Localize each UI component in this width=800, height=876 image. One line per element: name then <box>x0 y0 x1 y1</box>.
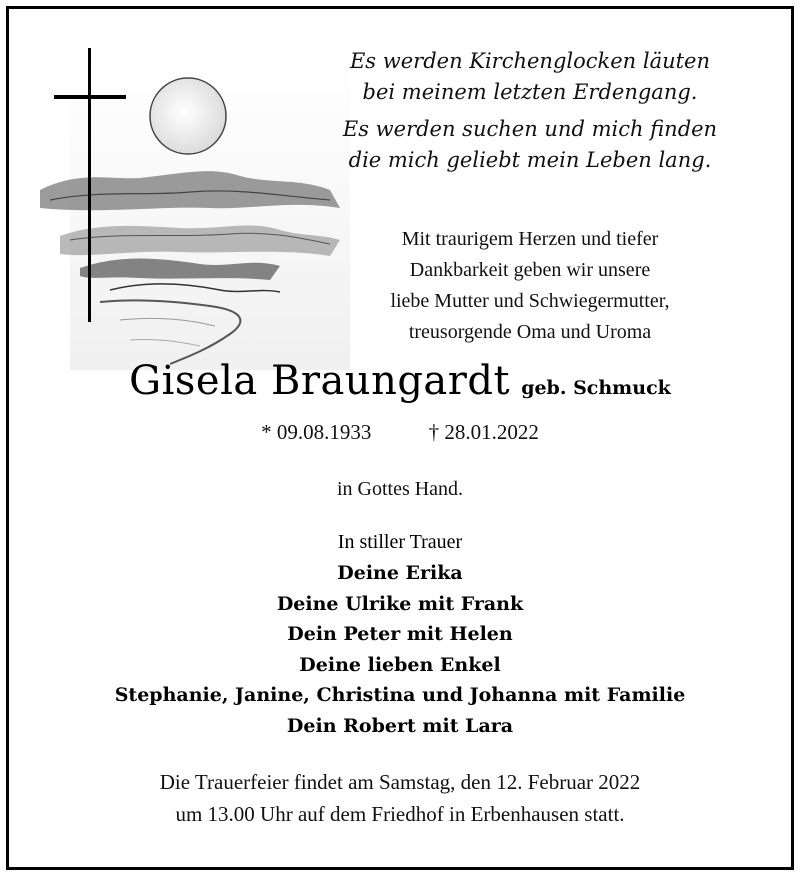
closing-text: in Gottes Hand. <box>336 478 464 500</box>
funeral-line: Die Trauerfeier findet am Samstag, den 12. Februar 2022 <box>159 770 641 794</box>
maiden-name: geb. Schmuck <box>521 377 671 399</box>
life-dates <box>0 420 800 445</box>
funeral-notice <box>0 766 800 830</box>
poem-line: Es werden Kirchenglocken läuten <box>349 49 711 73</box>
cross-vertical <box>88 48 91 322</box>
deceased-name: Gisela Braungardt <box>129 358 511 404</box>
mourner-line: Deine Erika <box>337 562 463 584</box>
mourner-line: Dein Peter mit Helen <box>287 623 513 645</box>
intro-line: liebe Mutter und Schwiegermutter, <box>390 290 670 312</box>
funeral-line: um 13.00 Uhr auf dem Friedhof in Erbenhausen statt. <box>175 802 625 826</box>
intro-line: Mit traurigem Herzen und tiefer <box>401 228 659 250</box>
poem-line: Es werden suchen und mich finden <box>342 117 718 141</box>
cross-horizontal <box>54 95 126 99</box>
poem-line: bei meinem letzten Erdengang. <box>362 80 698 104</box>
poem-line: die mich geliebt mein Leben lang. <box>348 148 712 172</box>
mourner-line: Dein Robert mit Lara <box>286 714 514 737</box>
poem <box>340 46 720 176</box>
birth-date: * 09.08.1933 <box>261 420 372 444</box>
intro-text <box>340 224 720 348</box>
mourners-heading: In stiller Trauer <box>337 531 463 553</box>
intro-line: treusorgende Oma und Uroma <box>408 321 652 343</box>
mourner-line: Stephanie, Janine, Christina und Johanna mit Familie <box>114 684 686 706</box>
mourner-line: Deine lieben Enkel <box>299 653 501 676</box>
moon <box>150 78 226 154</box>
intro-line: Dankbarkeit geben wir unsere <box>409 259 651 281</box>
moonlit-landscape-illustration <box>40 40 360 370</box>
deceased-name-line <box>0 358 800 404</box>
mourner-line: Deine Ulrike mit Frank <box>276 592 524 615</box>
death-date: † 28.01.2022 <box>428 420 539 444</box>
mourners-block <box>0 526 800 741</box>
